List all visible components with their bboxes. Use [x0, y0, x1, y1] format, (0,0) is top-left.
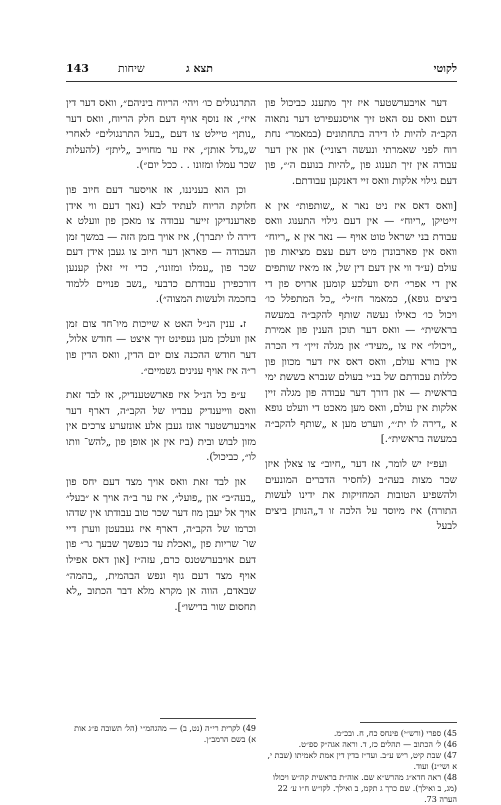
right-paragraph-2: [וואס דאס איז ניט נאר א „שותפות״ אין א זייטיקן „ריוח״ — אין דעם גילוי התענוג וואס עבודת בני ישראל טוט אויף — נאר אין א „ריוח״ וואס אין פארבונדן מיט דעם עצם מציאות פון עולם (ע״ד ווי אין דעם דין של, אז מ׳איז שותפים אין די אפרי׳ חיס וועלכע קומען ארויס פון די ביצים גופא), כמאמר חז״ל״ „כל המתפלל כו׳ ויכול כו׳ כאילו נעשה שותף להקב״ה במעשה בראשית״ — וואס דער תוכן הענין פון אמירת „ויכולו״ איז צו „מעיד״ און מגלה זיין״ די הכרה אין בורא עולם, וואס דאס איז דער מכוון פון כללות עבודתם של בנ״י בעולם שנברא בששת ימי בראשית — און דורך דער עבודה פון מגלה זיין אלקות אין עולם, וואס מען מאכט די וועלט גופא א „דירה לו ית׳״, ווערט מען א „שותף להקב״ה במעשה בראשית״.] [265, 200, 457, 446]
footnote-item: 46) ל׳ הכתוב — תהלים כז, ד. וראה אגה״ק ספ״ט. [298, 740, 457, 749]
left-paragraph-2: וכן הוא בעניננו, אז אויסער דעם חיוב פון חלוקת הריוח לעתיד לבא (נאך דעם ווי אידן פארענדיקן זייער עבודה צו מאכן פון וועלט א דירה לו יתברך), איז אויך בזמן הזה — במשך זמן העבודה — פאראן דער חיוב צו געבן אידן דעם שכר פון „עמלו ומזונו״, כדי זיי זאלן קענען דורכפירן עבודתם כדבעי „נשב פנויים ללמוד בחכמה ולעשות המצוה״). [66, 184, 256, 306]
right-paragraph-1: דער אויבערשטער איז זיך מתענג כביכול פון דעם וואס עס האט זיך אויסגעפירט דער נתאוה הקב״ה להיות לו דירה בתחתונים (במאמר״ נחת רוח לפני שאמרתי ונעשה רצוני״) און אין דער עבודה אין זיך תענוג פון „להיות בנועם ה׳״, פון דעם גילוי אלקות וואס זיי דאנקען עבודתם. [265, 98, 457, 187]
footnotes-right [265, 728, 457, 804]
page-number: 143 [66, 62, 89, 75]
header-rule [66, 81, 457, 82]
header-book: שיחות [118, 62, 145, 75]
left-paragraph-4: ע״פ כל הנ״ל איז פארשטענדיק, אז לבד זאת וואס ווייענדיק עבדיו של הקב״ה, דארף דער אויבערשטער אונז געבן אלע אונזערע צרכים אין מזון לבוש ובית (ביז אין אן אופן פון „להש־ וותו לו״, כביכול). [66, 390, 256, 464]
footnote-item: 47) שבת קיט, ריש ע״ב. ועד״ז בדין דין אמת לאמיתו (שבת י, א ושי״נ) ועוד. [267, 751, 457, 771]
left-column [66, 96, 256, 764]
header-title: לקוטי [433, 62, 457, 75]
section-number: ז. [239, 317, 246, 330]
section-text: ענין הנ״ל האט א שייכות מיו־חד צום זמן און וועלכן מען געפינט זיך איצט — חודש אלול, דער חודש ההכנה צום יום הדין, וואס הדין פון ר״ה איז אויף ענינים גשמיים״. [66, 318, 256, 377]
footnote-item: 48) ראה חדא״ג מהרש״א שם. אוה״ת בראשית קה״ש ויכולו (מג, ב ואילך). שם כרך ג תקמ, ב ואילך. לקו״ש ח״ו ע׳ 22 הערה 73. [272, 773, 457, 804]
footnotes-left [66, 723, 256, 763]
footnote-item: 45) ספרי (ורש״י) פינחס כח, ח. ובכ״מ. [333, 729, 457, 738]
right-paragraph-3: ועפ״ז יש לומר, אז דער „חיוב״ צו צאלן איזן שכר מצות בעה״ב (לחסיר הדברים המונעים ולהשפיע הטובות המחזיקות את ידינו לעשות התורה) איז מיוסד על הלכה זו ד„הנותן ביצים לבעל [265, 459, 457, 533]
right-column [265, 96, 457, 614]
running-header [66, 62, 457, 80]
left-paragraph-5: און לבד זאת וואס אויך מצד דעם יחס פון „בעה״ב״ און „פועל״, איז ער ב״ה אויך א ״בעל״ אויך אל יעבן מוז דער שכר טוב עבודתו אין שדהו וכרמו של הקב״ה, דארף איז געבעטן ווערן דיי שו־ שריות פון „ואכלת עד כנפשך שבעך גר״ פון דעם אויבערשטנס כרם, עזה״ז [און דאס אפילו אויף מצד דעם גוף ונפש הבהמית, „בהמה״ שבאדם, הווה אן מקרא מלא דבר הכתוב „לא תחסום שור בדישו״]. [66, 477, 256, 613]
footnote-rule-left [160, 718, 256, 719]
left-paragraph-3 [66, 317, 256, 379]
footnote-rule-right [360, 722, 457, 723]
left-paragraph-1: התרנגולים כו׳ ויהי׳ הריוח ביניהם״, וואס דער דין איז״, אז נוסף אויף דעם חלק הריוח, וואס דער „נותן״ טיילט צו דעם „בעל התרנגולים״ לאחרי ש„גדל אותן״, איז ער מחוייב „ליתן״ (להעלות שכר עמלו ומזונו . . ככל יום״). [66, 98, 256, 172]
footnote-item: 49) לקרית רי״ה (נט, ב) — מהגהמ״י (הל׳ תשובה פ״ג אות א) בשם הרמב״ן. [74, 724, 256, 744]
header-parsha: תצא ג [186, 62, 213, 75]
